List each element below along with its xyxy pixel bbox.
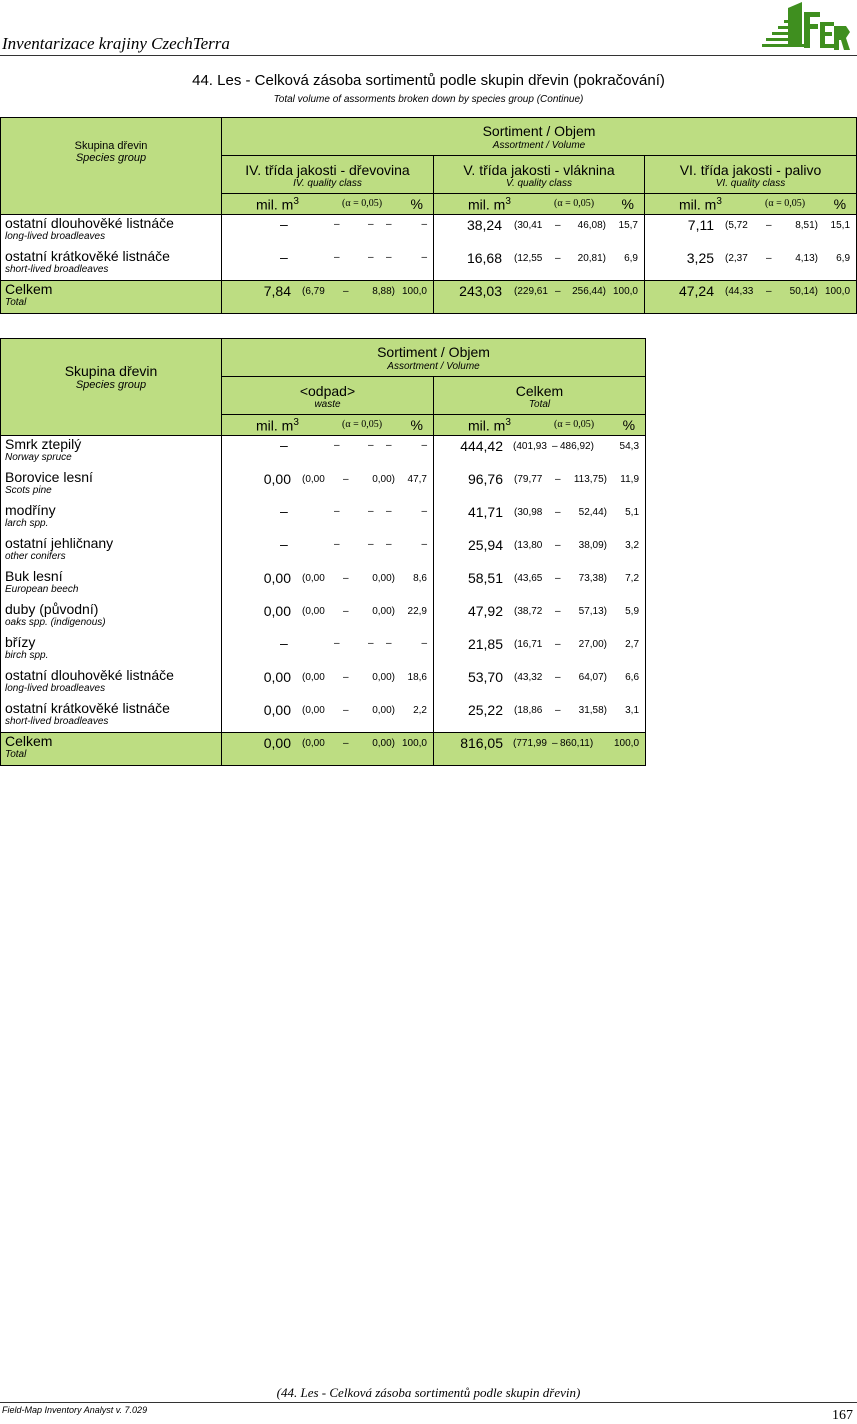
ci-sep: – — [555, 572, 561, 584]
alpha-label: (α = 0,05) — [342, 198, 383, 209]
species-name-cz: ostatní dlouhověké listnáče — [5, 215, 174, 231]
percent: 54,3 — [619, 441, 640, 452]
percent: – — [421, 538, 427, 550]
table-row — [1, 700, 646, 733]
percent: 100,0 — [613, 738, 640, 749]
volume-cell — [434, 281, 645, 314]
ci-high: 64,07) — [578, 671, 608, 683]
ci-high: 52,44) — [578, 506, 608, 518]
percent: 2,7 — [625, 638, 640, 650]
ci-low: (401,93 — [513, 441, 547, 452]
ci-low: (12,55 — [514, 252, 543, 264]
total-row — [1, 281, 857, 314]
percent: 100,0 — [401, 286, 427, 297]
species-cell — [1, 601, 222, 634]
species-cell — [1, 436, 222, 469]
species-name-en: Norway spruce — [5, 452, 72, 463]
ci-high: 0,00) — [372, 473, 395, 485]
percent: 22,9 — [407, 605, 427, 617]
percent: 6,6 — [625, 671, 640, 683]
ci-low: (38,72 — [514, 605, 543, 617]
ci-sep: – — [555, 704, 561, 716]
percent: 3,1 — [625, 704, 640, 716]
species-name-en: European beech — [5, 583, 79, 595]
ci-high: 20,81) — [577, 252, 606, 264]
value: 3,25 — [686, 249, 715, 266]
table-row — [1, 248, 857, 281]
value: 7,11 — [687, 217, 715, 233]
ci-high: 38,09) — [578, 539, 608, 551]
ci-low: (0,00 — [302, 738, 325, 749]
volume-cell — [434, 700, 646, 733]
species-name-en: birch spp. — [5, 649, 49, 661]
ci-low: (229,61 — [514, 286, 548, 297]
species-name-en: other conifers — [5, 550, 66, 562]
species-cell — [1, 215, 222, 248]
table-row — [1, 634, 646, 667]
species-name-cz: ostatní jehličnany — [5, 534, 114, 551]
percent: 6,9 — [624, 252, 638, 264]
ci-sep: – — [368, 637, 374, 649]
document-subtitle: Total volume of assorments broken down by species group (Continue) — [273, 94, 584, 105]
species-name-cz: Buk lesní — [5, 567, 63, 584]
percent: 7,2 — [625, 572, 640, 584]
volume-cell — [222, 568, 434, 601]
ci-low: (6,79 — [302, 286, 325, 297]
ci-low: (771,99 — [513, 738, 547, 749]
value: – — [280, 634, 288, 651]
value: 16,68 — [466, 249, 502, 266]
species-name-en: long-lived broadleaves — [5, 231, 106, 242]
percent: – — [421, 505, 427, 517]
ci-high: 27,00) — [578, 638, 608, 650]
volume-cell — [222, 281, 434, 314]
ci-high: 0,00) — [372, 605, 395, 617]
ci-sep: – — [343, 704, 349, 716]
ci-high: 8,88) — [372, 286, 395, 297]
volume-cell — [434, 502, 646, 535]
species-cell — [1, 469, 222, 502]
class-header-vi: VI. třída jakosti - palivo VI. quality class — [645, 156, 857, 194]
species-name-cz: Smrk ztepilý — [5, 436, 82, 452]
volume-cell — [222, 634, 434, 667]
value: 0,00 — [263, 735, 291, 751]
percent: 3,2 — [625, 539, 640, 551]
volume-cell — [434, 634, 646, 667]
ci-high: 4,13) — [795, 252, 819, 264]
volume-cell — [222, 667, 434, 700]
volume-cell — [222, 733, 434, 766]
footer-caption: (44. Les - Celková zásoba sortimentů podle skupin dřevin) — [276, 1385, 581, 1400]
percent: – — [421, 219, 427, 230]
ci-high: 0,00) — [372, 572, 395, 584]
ci-sep: – — [343, 605, 349, 617]
assortment-table-1 — [0, 117, 857, 314]
ci-high: 46,08) — [577, 220, 606, 231]
ci-high: – — [386, 538, 392, 550]
ci-low: (18,86 — [514, 704, 543, 716]
ci-sep: – — [343, 572, 349, 584]
ci-high: 0,00) — [372, 671, 395, 683]
ci-high: 8,51) — [795, 220, 819, 231]
ci-sep: – — [555, 605, 561, 617]
value: 53,70 — [467, 668, 504, 685]
ci-low: (0,00 — [302, 671, 325, 683]
class-header-v: V. třída jakosti - vláknina V. quality class — [434, 156, 645, 194]
page-number: 167 — [832, 1408, 853, 1423]
percent: 11,9 — [620, 473, 640, 485]
species-name-cz: břízy — [5, 633, 36, 650]
species-name-en: Total — [5, 297, 27, 308]
ci-low: (43,65 — [514, 572, 543, 584]
percent: 100,0 — [401, 738, 427, 749]
ci-low: (79,77 — [514, 473, 543, 485]
species-name-en: larch spp. — [5, 517, 49, 529]
volume-cell — [222, 700, 434, 733]
ci-low: – — [334, 219, 340, 230]
ci-low: – — [334, 251, 340, 263]
ci-high: 113,75) — [573, 473, 608, 485]
value: 0,00 — [263, 470, 291, 487]
ci-high: 57,13) — [578, 605, 608, 617]
species-cell — [1, 700, 222, 733]
value: 25,22 — [467, 701, 504, 718]
alpha-label: (α = 0,05) — [765, 198, 806, 209]
value: 25,94 — [467, 536, 504, 553]
value: – — [280, 437, 288, 453]
percent: 5,1 — [625, 506, 640, 518]
ci-high: – — [386, 219, 392, 230]
unit-header — [222, 415, 434, 436]
volume-cell — [222, 215, 434, 248]
percent-label: % — [621, 196, 634, 212]
species-name-en: Scots pine — [5, 484, 52, 496]
value: 38,24 — [466, 217, 502, 233]
value: 47,92 — [467, 602, 504, 619]
value: – — [280, 248, 288, 265]
value: – — [280, 216, 288, 232]
ci-sep: – — [766, 220, 772, 231]
percent: – — [421, 637, 427, 649]
volume-cell — [434, 215, 645, 248]
document-title: 44. Les - Celková zásoba sortimentů podle skupin dřevin (pokračování) — [192, 72, 665, 89]
unit-label: mil. $m^3$ — [256, 417, 299, 434]
species-name-en: oaks spp. (indigenous) — [5, 616, 106, 628]
class-header-waste: <odpad> waste — [222, 377, 434, 415]
percent: 8,6 — [413, 572, 427, 584]
ci-low: (16,71 — [514, 638, 543, 650]
volume-cell — [645, 248, 857, 281]
footer-rule — [0, 1402, 857, 1403]
ci-sep: – — [555, 506, 561, 518]
volume-cell — [434, 535, 646, 568]
ci-sep: – — [555, 286, 561, 297]
running-header-title: Inventarizace krajiny CzechTerra — [2, 34, 230, 53]
ci-low: (13,80 — [514, 539, 543, 551]
percent: 2,2 — [413, 704, 427, 716]
ci-low: – — [334, 637, 340, 649]
ci-sep: – — [343, 738, 349, 749]
assortment-volume-header: Sortiment / Objem Assortment / Volume — [222, 339, 646, 377]
ci-high: – — [386, 637, 392, 649]
value: 58,51 — [467, 569, 504, 586]
ci-sep: – — [555, 252, 561, 264]
percent: – — [421, 251, 427, 263]
percent: 100,0 — [824, 286, 851, 297]
ci-sep: – — [555, 220, 561, 231]
ci-sep: – — [368, 538, 374, 550]
ci-high: 0,00) — [372, 738, 395, 749]
volume-cell — [434, 469, 646, 502]
ci-sep: – — [343, 473, 349, 485]
percent-label: % — [410, 417, 423, 433]
alpha-label: (α = 0,05) — [554, 198, 595, 209]
species-cell — [1, 568, 222, 601]
volume-cell — [434, 601, 646, 634]
ci-sep: – — [368, 251, 374, 263]
ci-low: (30,98 — [514, 506, 543, 518]
percent: 47,7 — [407, 473, 427, 485]
percent: 15,1 — [830, 220, 851, 231]
ci-sep: – — [368, 219, 374, 230]
volume-cell — [434, 436, 646, 469]
ci-sep: – — [555, 638, 561, 650]
ci-sep: – — [343, 286, 349, 297]
ci-high: – — [386, 505, 392, 517]
ci-high: – — [386, 251, 392, 263]
ci-sep: – — [555, 539, 561, 551]
percent: 5,9 — [625, 605, 640, 617]
assortment-volume-header: Sortiment / Objem Assortment / Volume — [222, 118, 857, 156]
volume-cell — [222, 248, 434, 281]
table-row — [1, 568, 646, 601]
value: 47,24 — [678, 283, 715, 299]
percent: 100,0 — [612, 286, 638, 297]
species-name-en: short-lived broadleaves — [5, 715, 109, 727]
value: 7,84 — [263, 283, 291, 299]
species-cell — [1, 502, 222, 535]
ci-sep: – — [552, 441, 558, 452]
value: 0,00 — [263, 668, 291, 685]
total-row — [1, 733, 646, 766]
species-name-en: long-lived broadleaves — [5, 682, 106, 694]
table-row — [1, 667, 646, 700]
table-row — [1, 436, 646, 469]
ci-sep: – — [766, 286, 772, 297]
value: 0,00 — [263, 701, 291, 718]
ci-high: 486,92) — [560, 441, 594, 452]
ci-sep: – — [555, 671, 561, 683]
ci-low: (5,72 — [725, 220, 748, 231]
species-cell — [1, 733, 222, 766]
ci-low: – — [334, 538, 340, 550]
species-name-cz: ostatní krátkověké listnáče — [5, 699, 170, 716]
ci-low: (44,33 — [725, 286, 754, 297]
volume-cell — [222, 535, 434, 568]
volume-cell — [222, 469, 434, 502]
table-row — [1, 215, 857, 248]
unit-label: mil. $m^3$ — [679, 196, 722, 213]
class-header-iv: IV. třída jakosti - dřevovina IV. quality class — [222, 156, 434, 194]
value: – — [280, 502, 288, 519]
ci-low: (0,00 — [302, 473, 325, 485]
unit-label: mil. $m^3$ — [256, 196, 299, 213]
species-name-en: short-lived broadleaves — [5, 263, 109, 275]
volume-cell — [434, 568, 646, 601]
species-cell — [1, 248, 222, 281]
ci-sep: – — [766, 252, 772, 264]
software-version: Field-Map Inventory Analyst v. 7.029 — [2, 1405, 148, 1415]
species-cell — [1, 281, 222, 314]
species-name-cz: ostatní dlouhověké listnáče — [5, 666, 174, 683]
value: 243,03 — [459, 283, 502, 299]
species-cell — [1, 535, 222, 568]
ci-low: (0,00 — [302, 704, 325, 716]
unit-header — [645, 194, 857, 215]
volume-cell — [222, 502, 434, 535]
species-name-en: Total — [5, 749, 27, 760]
ci-sep: – — [555, 473, 561, 485]
ci-low: – — [334, 440, 340, 451]
value: 0,00 — [263, 569, 291, 586]
ci-low: – — [334, 505, 340, 517]
value: 41,71 — [467, 503, 504, 520]
value: 816,05 — [460, 735, 504, 751]
ci-sep: – — [552, 738, 558, 749]
volume-cell — [434, 733, 646, 766]
ci-low: (2,37 — [725, 252, 748, 264]
volume-cell — [645, 215, 857, 248]
ci-low: (43,32 — [514, 671, 543, 683]
species-name-cz: duby (původní) — [5, 600, 99, 617]
percent: 6,9 — [836, 252, 851, 264]
ci-high: – — [386, 440, 392, 451]
alpha-label: (α = 0,05) — [342, 419, 383, 430]
value: 444,42 — [460, 438, 504, 454]
alpha-label: (α = 0,05) — [554, 419, 595, 430]
table-row — [1, 601, 646, 634]
volume-cell — [222, 436, 434, 469]
header-rule — [0, 55, 857, 56]
ci-high: 860,11) — [560, 738, 594, 749]
species-name-cz: Celkem — [5, 733, 53, 749]
species-name-cz: modříny — [5, 501, 56, 518]
table-row — [1, 502, 646, 535]
species-group-header: Skupina dřevin Species group — [1, 339, 222, 436]
table-row — [1, 469, 646, 502]
percent: 15,7 — [618, 220, 638, 231]
unit-label: mil. $m^3$ — [468, 196, 511, 213]
species-cell — [1, 667, 222, 700]
value: 96,76 — [467, 470, 504, 487]
value: 0,00 — [263, 602, 291, 619]
table-row — [1, 535, 646, 568]
ifer-logo — [758, 2, 854, 54]
volume-cell — [645, 281, 857, 314]
unit-header — [434, 415, 646, 436]
value: – — [280, 535, 288, 552]
assortment-table-2 — [0, 338, 646, 766]
ci-high: 73,38) — [578, 572, 608, 584]
ci-low: (0,00 — [302, 605, 325, 617]
ci-high: 31,58) — [578, 704, 608, 716]
percent-label: % — [833, 196, 847, 212]
ci-high: 0,00) — [372, 704, 395, 716]
species-name-cz: Borovice lesní — [5, 468, 93, 485]
ci-low: (30,41 — [514, 220, 543, 231]
species-group-header: Skupina dřevin Species group — [1, 118, 222, 215]
unit-header — [222, 194, 434, 215]
volume-cell — [434, 248, 645, 281]
percent: – — [421, 440, 427, 451]
ci-sep: – — [368, 505, 374, 517]
unit-label: mil. $m^3$ — [468, 417, 511, 434]
ci-sep: – — [368, 440, 374, 451]
species-cell — [1, 634, 222, 667]
ci-low: (0,00 — [302, 572, 325, 584]
ci-high: 256,44) — [572, 286, 606, 297]
volume-cell — [222, 601, 434, 634]
ci-sep: – — [343, 671, 349, 683]
ci-high: 50,14) — [789, 286, 819, 297]
species-name-cz: ostatní krátkověké listnáče — [5, 247, 170, 264]
volume-cell — [434, 667, 646, 700]
value: 21,85 — [467, 635, 504, 652]
class-header-total: Celkem Total — [434, 377, 646, 415]
unit-header — [434, 194, 645, 215]
species-name-cz: Celkem — [5, 281, 53, 297]
percent-label: % — [622, 417, 636, 433]
percent: 18,6 — [407, 671, 427, 683]
percent-label: % — [410, 196, 423, 212]
